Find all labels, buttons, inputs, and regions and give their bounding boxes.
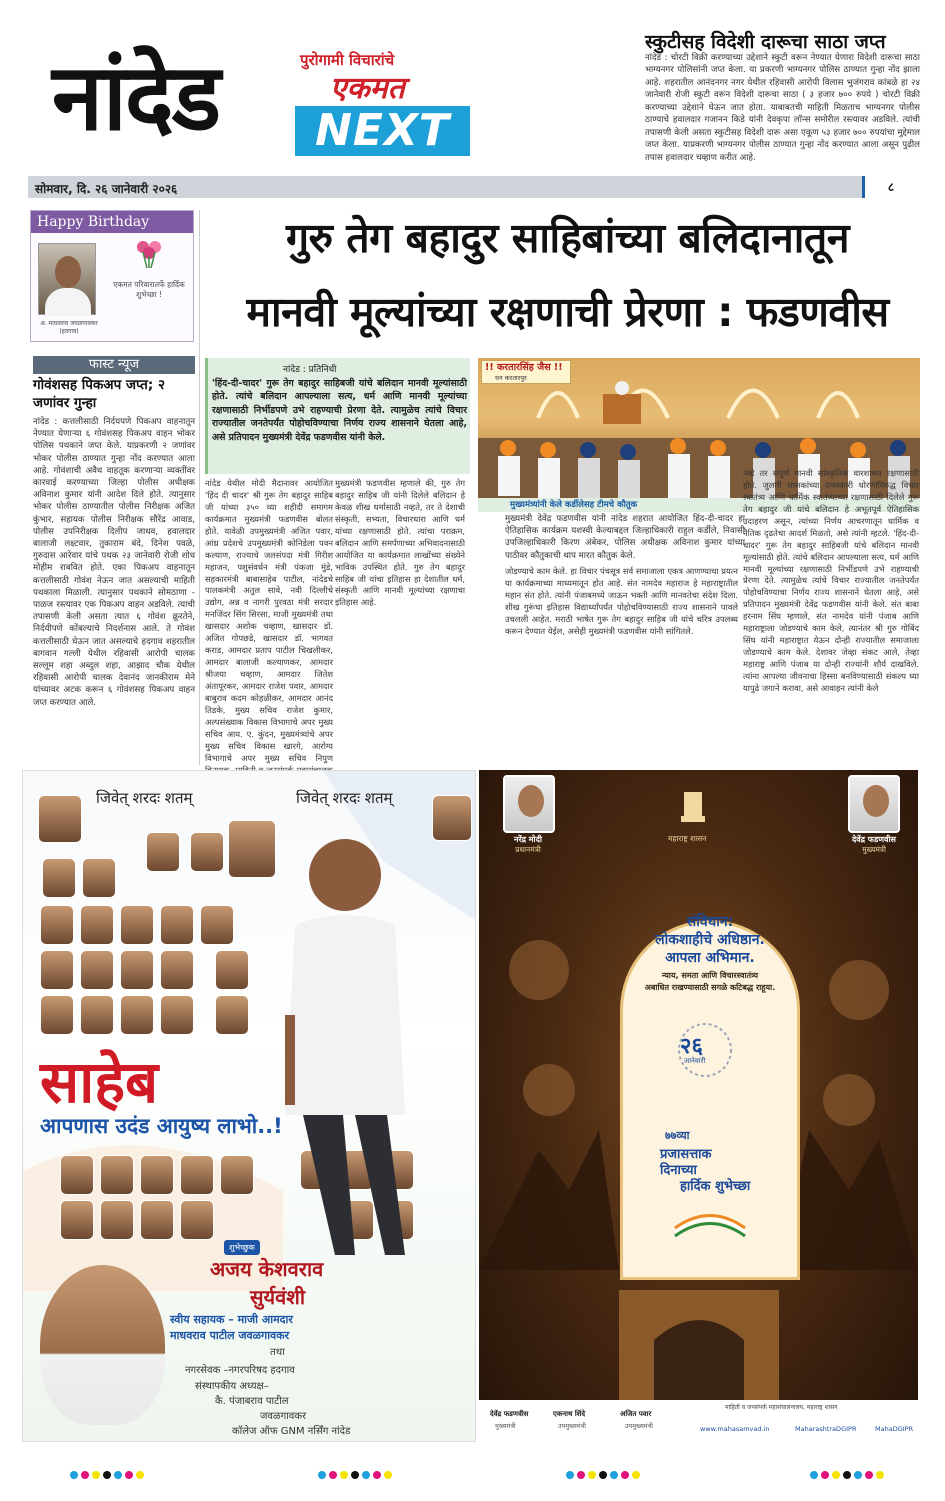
ad-portrait xyxy=(215,995,249,1035)
headline-line-1: गुरु तेग बहादुर साहिबांच्या बलिदानातून xyxy=(285,214,850,262)
ad-date-label: जानेवारी xyxy=(684,1057,706,1065)
photo-badge-subtitle: धन करतारपुर xyxy=(495,374,527,382)
ad-x-handle: MahaDGIPR xyxy=(875,1425,914,1433)
ad-wish: आपणास उदंड आयुष्य लाभो..! xyxy=(40,1114,283,1138)
ad-website: www.mahasamvad.in xyxy=(700,1425,770,1433)
ad-portrait xyxy=(40,905,74,945)
ad-portrait xyxy=(215,950,249,990)
ad-portrait xyxy=(40,950,74,990)
ad-portrait xyxy=(42,858,76,898)
ad-line: कॉलेज ऑफ GNM नर्सिंग नांदेड xyxy=(232,1426,351,1437)
ad-portrait xyxy=(200,905,234,945)
ad-sponsor-name-1: अजय केशवराव xyxy=(210,1257,324,1281)
ad-line: जवळगावकर xyxy=(260,1411,307,1422)
ad-portrait xyxy=(100,1155,134,1195)
article-column-2: मुख्यमंत्री फडणवीस म्हणाले की, गुरु तेग बहादुर साहिब जी यांनी दिलेले बलिदान हे केवळ शीख धर्मासाठी नव्हते, तर ते देशाची संस्कृती, सभ्यता, विचारधारा आणि धर्म यांच्या रक्षणासाठी होते. त्यांचा पराक्रम, बलिदान आणि समर्पणाच्या अभिवादनासाठी आयोजित या कार्यक्रमात लाखोंच्या संख्येने भाविक उपस्थित होते. गुरु तेग बहादुर साहिब जी यांचा इतिहास हा देशातील धर्म, संस्कृती आणि मानवी मूल्यांच्या रक्षणाचा इतिहास आहे. xyxy=(335,478,465,608)
ad-wish-line: ७७व्या xyxy=(665,1129,690,1142)
footer-title: उपमुख्यमंत्री xyxy=(558,1422,586,1430)
article-column-4: जोडण्याचे काम केले. हा विचार पंचसूत्र सर्व समाजाला एकत्र आणण्याचा प्रयत्न या कार्यक्रमाच्या माध्यमातून होत आहे. संत नामदेव महाराज हे महाराष्ट्रातील महान संत होते. त्यांनी पंजाबमध्ये जाऊन भक्ती आणि मानवतेचा संदेश दिला. शीख गुरूंचा इतिहास विद्यार्थ्यांपर्यंत पोहोचविण्यासाठी राज्य शासनाने पावले उचलली आहेत. मराठी भाषेत गुरू तेग बहादुर साहिब जी यांचे चरित्र उपलब्ध करून देण्यात येईल, असेही मुख्यमंत्री फडणवीस यांनी सांगितले. xyxy=(505,566,738,636)
fast-news-title: गोवंशसह पिकअप जप्त; २ जणांवर गुन्हा xyxy=(33,377,165,412)
issue-date: सोमवार, दि. २६ जानेवारी २०२६ xyxy=(35,182,178,196)
ad-portrait xyxy=(160,995,194,1035)
ad-portrait xyxy=(60,1200,94,1240)
ad-line: कै. पंजाबराव पाटील xyxy=(215,1396,289,1407)
government-label: महाराष्ट्र शासन xyxy=(668,834,707,843)
fast-news-header: फास्ट न्यूज xyxy=(33,356,195,374)
ad-portrait xyxy=(160,905,194,945)
ad-sponsor-tag: शुभेच्छुक xyxy=(224,1240,260,1255)
cm-portrait xyxy=(848,775,900,833)
ad-portrait xyxy=(140,1200,174,1240)
ad-portrait xyxy=(60,1155,94,1195)
ad-subline: अबाधित राखण्यासाठी सगळे कटिबद्ध राहूया. xyxy=(644,983,776,992)
ad-portrait xyxy=(80,905,114,945)
ad-greeting-1: जिवेत् शरदः शतम् xyxy=(96,789,193,807)
ad-portrait xyxy=(140,1155,174,1195)
ad-sponsor-name-2: सुर्यवंशी xyxy=(250,1285,306,1309)
gear-ring-icon xyxy=(650,1020,760,1080)
ad-portrait xyxy=(220,1155,254,1195)
birthday-name: अ. माधवराव जवळगावकर (हदगाव) xyxy=(40,320,98,335)
ad-portrait xyxy=(82,858,116,898)
ad-portrait xyxy=(180,1155,214,1195)
lede-reporter: नांदेड : प्रतिनिधी xyxy=(283,365,337,375)
footer-name: देवेंद्र फडणवीस xyxy=(490,1410,529,1418)
ad-portrait xyxy=(432,795,472,841)
ad-line: माधवराव पाटील जवळगावकर xyxy=(170,1329,290,1342)
tricolor-jets-icon xyxy=(670,1198,750,1238)
ad-sponsor-photo xyxy=(40,1265,165,1425)
ad-credit: माहिती व जनसंपर्क महासंचालनालय, महाराष्ट्र शासन xyxy=(725,1404,838,1411)
ad-portrait xyxy=(120,950,154,990)
ad-tagline: संविधान: xyxy=(686,914,734,930)
pm-name: नरेंद्र मोदी xyxy=(514,835,542,844)
birthday-wish: एकमत परिवारातर्फे हार्दिक शुभेच्छा ! xyxy=(113,280,185,300)
brand-next-logo: NEXT xyxy=(295,106,470,156)
footer-title: मुख्यमंत्री xyxy=(495,1422,516,1430)
headline-line-2: मानवी मूल्यांच्या रक्षणाची प्रेरणा : फडणवीस xyxy=(246,288,889,336)
pm-title: प्रधानमंत्री xyxy=(515,845,541,854)
masthead-title: नांदेड xyxy=(52,44,219,151)
ad-wish-line: प्रजासत्ताक xyxy=(660,1147,712,1162)
ad-saheb-title: साहेब xyxy=(40,1048,159,1116)
ad-social-handle: MaharashtraDGIPR xyxy=(795,1425,857,1433)
footer-name: अजित पवार xyxy=(620,1410,652,1418)
article-column-1: नांदेड येथील मोदी मैदानावर आयोजित 'हिंद दी चादर' श्री गुरू तेग बहादुर साहिब जी यांच्या ३५० व्या शहीदी समागम कार्यक्रमात मुख्यमंत्री फडणवीस बोलत होते. यावेळी उपमुख्यमंत्री अजित पवार, आंध्र प्रदेशचे उपमुख्यमंत्री कोनिडेला पवन कल्याण, राज्याचे जलसंपदा मंत्री गिरीश महाजन, पशुसंवर्धन मंत्री पंकजा मुंडे, सहकारमंत्री बाबासाहेब पाटील, नांदेडचे पालकमंत्री अतुल सावे, नवी दिल्लीचे उद्योग, अन्न व नागरी पुरवठा मंत्री सरदार मनजिंदर सिंग सिरसा, माजी मुख्यमंत्री तथा खासदार अशोक चव्हाण, खासदार डॉ. अजित गोपछडे, खासदार डॉ. भागवत कराड, आमदार प्रताप पाटील चिखलीकर, आमदार बालाजी कल्याणकर, आमदार श्रीजया चव्हाण, आमदार जितेश अंतापूरकर, आमदार राजेश पवार, आमदार बाबुराव कदम कोहळीकर, आमदार आनंद तिडके, मुख्य सचिव राजेश कुमार, अल्पसंख्याक विकास विभागाचे अपर मुख्य सचिव आय. ए. कुंदन, मुख्यमंत्र्यांचे अपर मुख्य सचिव विकास खारगे, आरोग्य विभागाचे अपर मुख्य सचिव निपुण xyxy=(205,478,333,763)
cm-title: मुख्यमंत्री xyxy=(862,845,886,854)
photo-caption-title: मुख्यमंत्र्यांनी केले कर्डीलेसह टीमचे कौतुक xyxy=(510,500,638,510)
ad-line: नगरसेवक –नगरपरिषद हदगाव xyxy=(185,1365,295,1376)
birthday-photo xyxy=(38,243,96,315)
color-registration-marks xyxy=(318,1464,395,1474)
birthday-header: Happy Birthday xyxy=(31,211,193,233)
ad-portrait xyxy=(146,832,180,872)
ad-portrait xyxy=(120,995,154,1035)
color-registration-marks xyxy=(70,1464,147,1474)
ad-tagline: आपला अभिमान. xyxy=(665,950,755,966)
ad-line: तथा xyxy=(270,1347,285,1358)
pm-portrait xyxy=(503,775,555,833)
ad-portrait xyxy=(120,905,154,945)
photo-badge-title: !! करतारसिंह जैस !! xyxy=(485,362,563,373)
footer-name: एकनाथ शिंदे xyxy=(553,1410,586,1418)
flower-icon xyxy=(133,238,165,268)
cm-name: देवेंद्र फडणवीस xyxy=(852,835,896,844)
top-news-title: स्कुटीसह विदेशी दारूचा साठा जप्त xyxy=(645,31,886,53)
ad-portrait xyxy=(80,950,114,990)
ad-tagline: लोकशाहीचे अधिष्ठान. xyxy=(655,932,765,948)
article-column-5: नव्हे तर संपूर्ण मानवी सांस्कृतिक वारशाच्या रक्षणासाठी होते. जुलमी शासकांच्या दमनकारी धोरणांविरुद्ध विचार स्वातंत्र्य आणि धार्मिक स्वातंत्र्याच्या रक्षणासाठी दिलेले गुरू तेग बहादुर जी यांचे बलिदान हे अभूतपूर्व ऐतिहासिक उदाहरण असून, त्यांच्या निर्णय आचरणातून धार्मिक व नैतिक दृढतेचा आदर्श मिळतो, असे त्यांनी म्हटले. 'हिंद-दी-चादर' गुरू तेग बहादुर साहिबजी यांचे बलिदान मानवी मूल्यांसाठी होते. त्यांचे बलिदान आपल्याला सत्य, धर्म आणि मानवी मूल्यांच्या रक्षणासाठी निर्भीडपणे उभे राहण्याची प्रेरणा देते. त्यामुळेच त्यांचे विचार राज्यातील जनतेपर्यंत पोहोचविण्याचा निर्णय राज्य शासनाने घेतला आहे, असे प्रतिपादन मुख्यमंत्री देवेंद्र फडणवीस यांनी केले. संत बाबा हरनाम सिंघ म्हणाले, संत नामदेव यांनी पंजाब आणि महाराष्ट्राला जोडण्याचे काम केले, त्यानंतर श्री गुरु गोबिंद सिंघ यांनी महाराष्ट्रात येऊन दोन्ही राज्यातील समाजाला जोडण्याचे काम केले. देशावर जेव्हा संकट आले, तेव्हा महाराष्ट्र आणि पंजाब या दोन्ही राज्यांनी शौर्य दाखविले. त्यांना आपल्या जीवनाचा हिस्सा बनविण्यासाठी संकल्प घ्या यापुढे जगाने करावा, असे आवाहन त्यांनी केले xyxy=(743,468,919,693)
ad-wish-line: दिनाच्या xyxy=(660,1163,697,1178)
ad-date-number: २६ xyxy=(680,1034,703,1059)
footer-title: उपमुख्यमंत्री xyxy=(625,1422,653,1430)
ad-portrait xyxy=(190,832,224,872)
lede-text: 'हिंद-दी-चादर' गुरू तेग बहादुर साहिबजी यांचे बलिदान मानवी मूल्यांसाठी होते. त्यांचे बलिदान आपल्याला सत्य, धर्म आणि मानवी मूल्यांच्या रक्षणासाठी निर्भीडपणे उभे राहण्याची प्रेरणा देते. त्यामुळेच त्यांचे विचार राज्यातील जनतेपर्यंत पोहोचविण्याचा निर्णय राज्य शासनाने घेतला आहे, असे प्रतिपादन मुख्यमंत्री देवेंद्र फडणवीस यांनी केले. xyxy=(212,378,467,443)
ad-hero-figure xyxy=(255,815,425,1255)
color-registration-marks xyxy=(810,1464,887,1474)
ad-footer xyxy=(479,1400,918,1442)
government-emblem-icon xyxy=(678,790,708,824)
ad-line: स्वीय सहायक – माजी आमदार xyxy=(170,1313,293,1326)
ad-portrait xyxy=(160,950,194,990)
brand-name: एकमत xyxy=(330,71,405,106)
top-news-body: नांदेड : चोरटी विक्री करण्याच्या उद्देशाने स्कुटी वरून नेण्यात येणारा विदेशी दारूचा साठा भाग्यनगर पोलिसांनी जप्त केला. या प्रकरणी भाग्यनगर पोलिस ठाण्यात गुन्हा नोंद झाला आहे. शहरातील आनंदनगर नगर येथील रहिवासी आरोपी विलास भुजंगराव कांबळे हा २४ जानेवारी रोजी स्कुटी वरून विदेशी दारूचा साठा ( ३ हजार ७०० रुपये ) चोरटी विक्री करण्याच्या उद्देशाने घेऊन जात होता. याबाबतची माहिती मिळताच भाग्यनगर पोलीस ठाण्याचे हवालदार गजानन किडे यांनी देवकृपा लॉन्स समोरील रस्त्यावर अडविले. त्यांची तपासणी केली असता स्कुटीसह विदेशी दारू असा एकूण ५३ हजार ७०० रुपयांचा मुद्देमाल जप्त केला. याप्रकरणी भाग्यनगर पोलीस ठाण्यात गुन्हा नोंद करण्यात आला असून पुढील तपास हवालदार चव्हाण करीत आहे. xyxy=(645,53,920,163)
ad-portrait xyxy=(38,795,82,843)
page-number: ८ xyxy=(862,176,917,198)
photo-caption-text: मुख्यमंत्री देवेंद्र फडणवीस यांनी नांदेड शहरात आयोजित हिंद-दी-चादर हा ऐतिहासिक कार्यक्रम यशस्वी केल्याबद्दल जिल्हाधिकारी राहुल कर्डीले, निवासी उपजिल्हाधिकारी किरण अंबेकर, पोलिस अधीक्षक अविनाश कुमार यांच्या पाठीवर कौतुकाची थाप मारत कौतुक केले. xyxy=(505,514,745,561)
brand-tagline: पुरोगामी विचारांचे xyxy=(300,51,395,69)
ad-subline: न्याय, समता आणि विचारस्वातंत्र्य xyxy=(661,971,759,980)
fast-news-body: नांदेड : कत्तलीसाठी निर्दयपणे पिकअप वाहनातून नेण्यात येणाऱ्या ६ गोवंशसह पिकअप वाहन भोकर पोलिस पथकाने जप्त केले. याप्रकरणी २ जणांवर भोकर पोलीस ठाण्यात गुन्हा नोंद करण्यात आला आहे. गोवंशाची अवैध वाहतूक करणाऱ्या व्यक्तींवर कारवाई करण्याच्या जिल्हा पोलीस अधीक्षक अविनाश कुमार यांनी आदेश दिले होते. त्यानुसार भोकर पोलीस ठाण्यातील पोलीस निरीक्षक अजित कुंभार, सहायक पोलीस निरीक्षक सौरेंद्र आवाड, पोलीस उपनिरीक्षक दिलीप जाधव, हवालदार बालाजी लक्ष्टवार, तुकाराम बंदे, दिनेश पवळे, गुरुदास आरेवार यांचे पथक २३ जानेवारी रोजी शोध मोहीम राबवित होते. एका पिकअप वाहनातून कत्तलीसाठी गोवंश नेऊन जात असल्याची माहिती पथकाला मिळाली. त्यानुसार पथकाने सोमठाणा - पाळज रस्त्यावर एक पिकअप वाहन अडविले. त्याची तपासणी केली असता त्यात ६ गोवंश क्रूरतेने, निर्दयीपणे कोंबल्याचे निदर्शनास आले. ते गोवंश कत्तलीसाठी घेऊन जात असल्याचे हदगाव शहरातील बागवान गल्ली येथील रहिवासी आरोपी चालक सल्लूम शहा अब्दुल शहा, आझाद चौक येथील रहिवासी आरोपी चालक देवानंद जानकीराम मेने यांच्यावर अटक करून ६ गोवंशसह पिकअप वाहन जप्त करण्यात आले. xyxy=(33,417,195,708)
ad-portrait xyxy=(80,995,114,1035)
ad-portrait xyxy=(40,995,74,1035)
ad-line: संस्थापकीय अध्यक्ष– xyxy=(195,1381,269,1392)
ad-wish-line: हार्दिक शुभेच्छा xyxy=(680,1179,751,1194)
color-registration-marks xyxy=(566,1464,643,1474)
ad-greeting-2: जिवेत् शरदः शतम् xyxy=(296,789,393,807)
ad-portrait xyxy=(100,1200,134,1240)
ad-portrait xyxy=(180,1200,214,1240)
